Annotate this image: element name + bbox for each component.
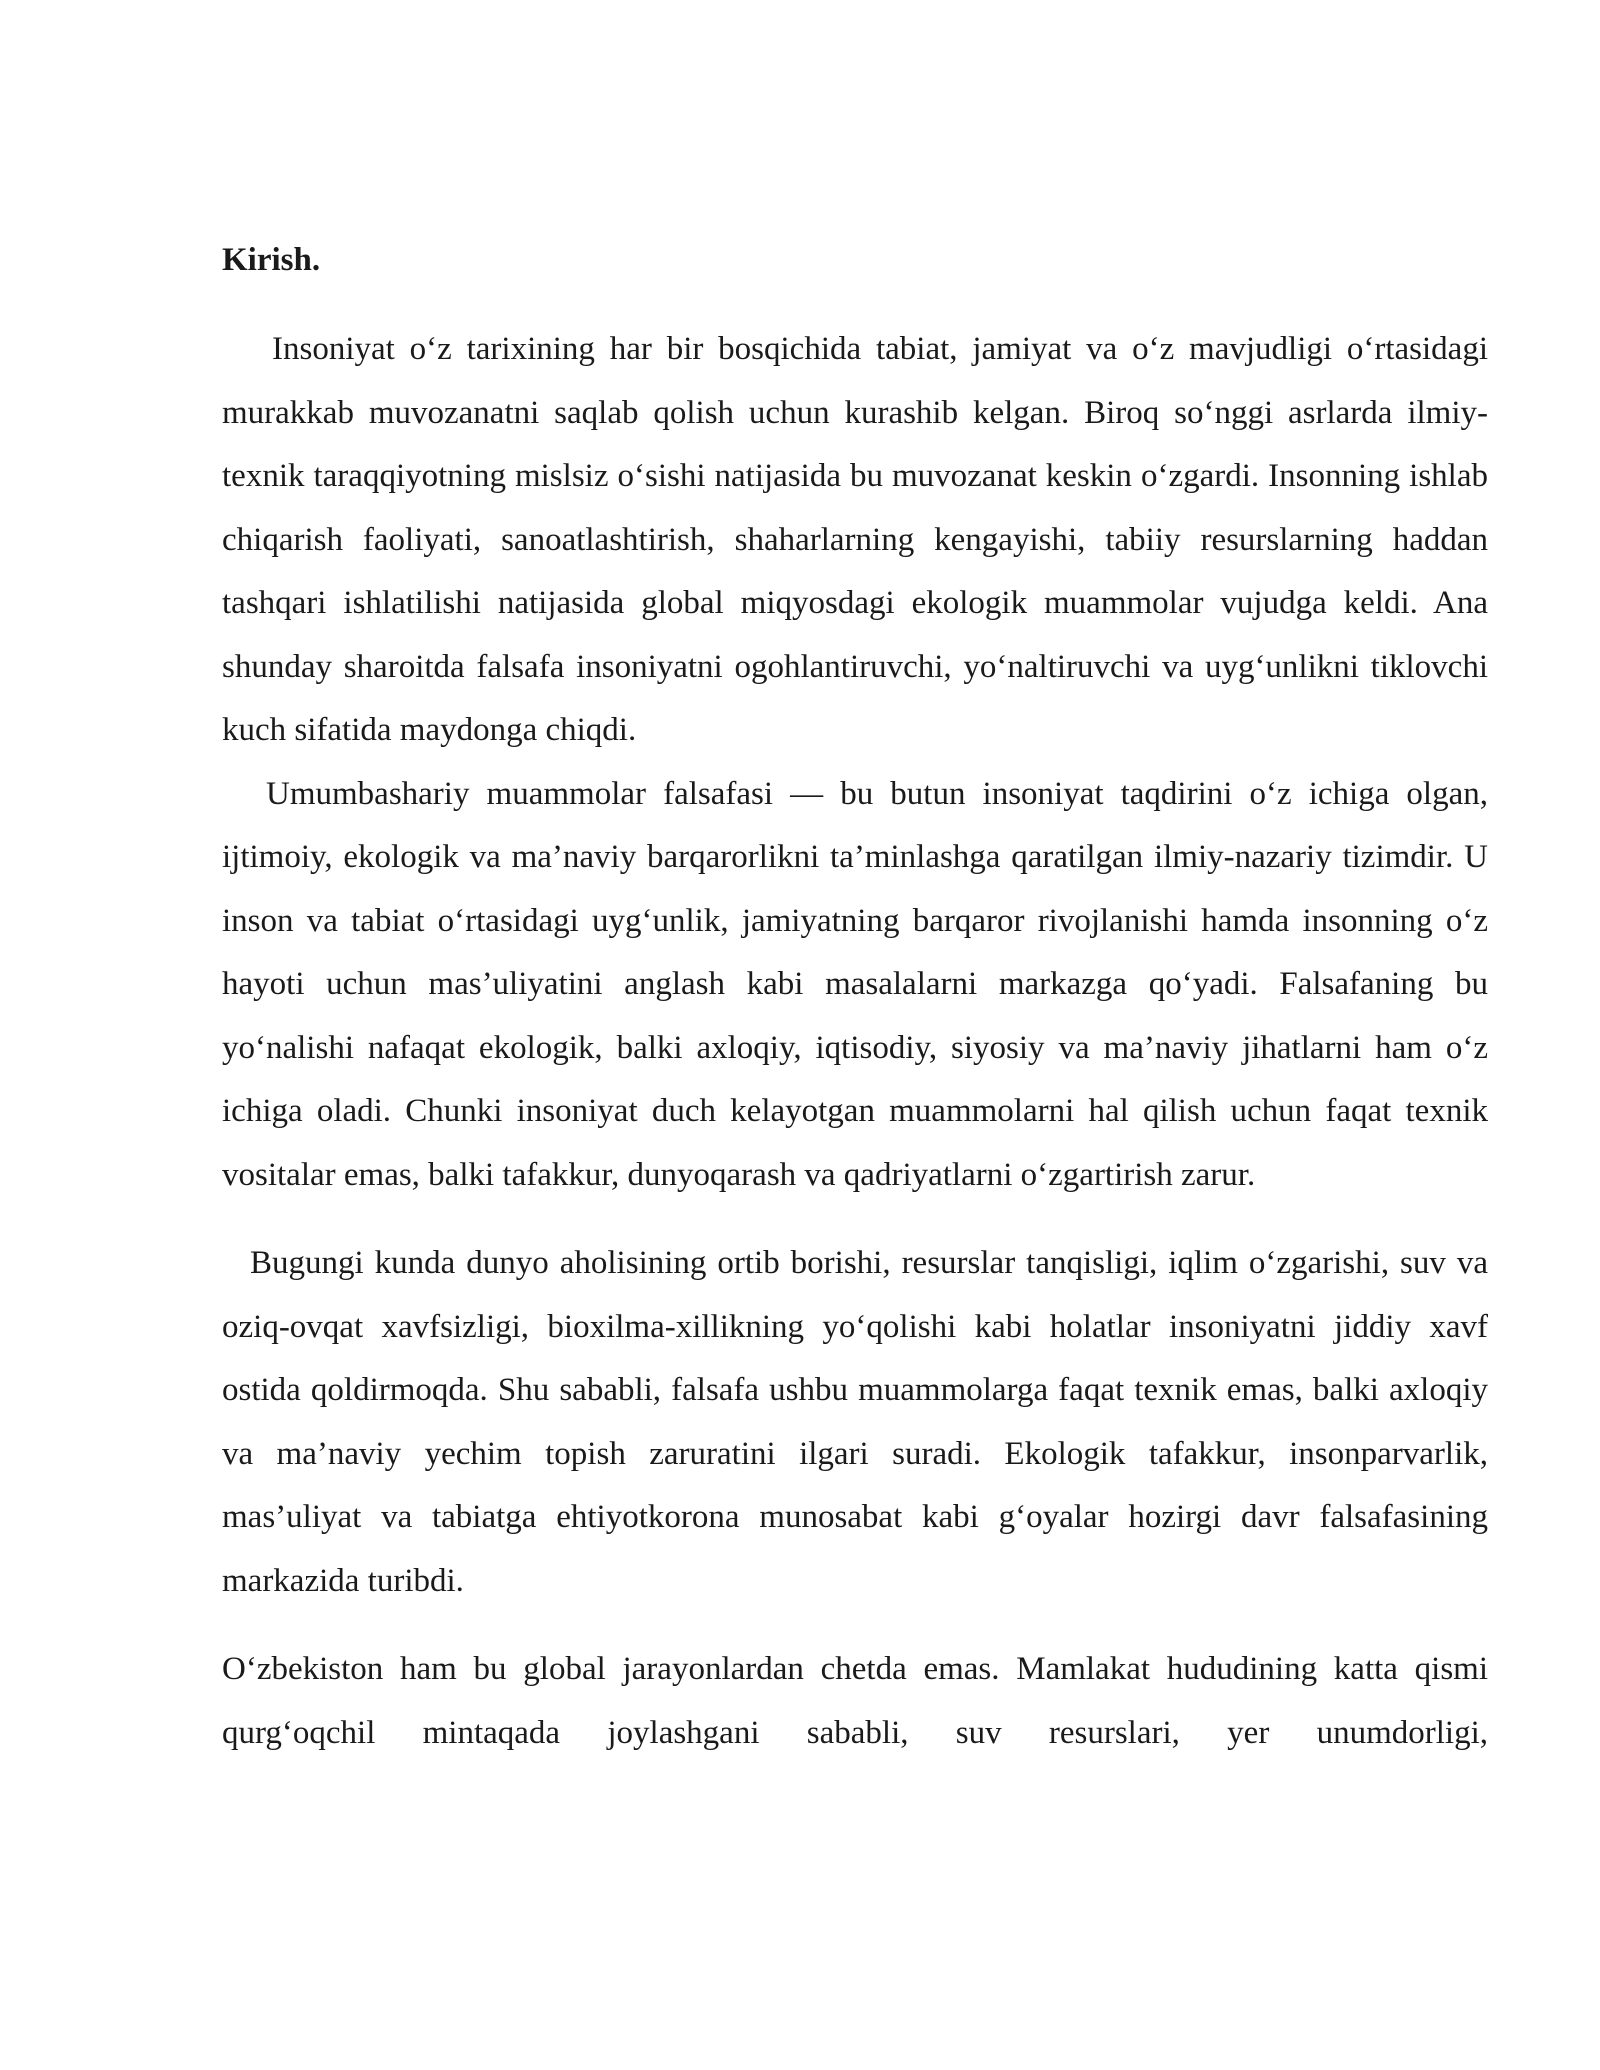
- page-content: [222, 236, 1488, 1765]
- paragraph-4: O‘zbekiston ham bu global jarayonlardan chetda emas. Mamlakat hududining katta qismi qurg‘oqchil mintaqada joylashgani sababli, suv resurslari, yer unumdorligi,: [222, 1651, 1488, 1751]
- paragraph-2: Umumbashariy muammolar falsafasi — bu butun insoniyat taqdirini o‘z ichiga olgan, ijtimoiy, ekologik va ma’naviy barqarorlikni ta’minlashga qaratilgan ilmiy-nazariy tizimdir. U inson va tabiat o‘rtasidagi uyg‘unlik, jamiyatning barqaror rivojlanishi hamda insonning o‘z hayoti uchun mas’uliyatini anglash kabi masalalarni markazga qo‘yadi. Falsafaning bu yo‘nalishi nafaqat ekologik, balki axloqiy, iqtisodiy, siyosiy va ma’naviy jihatlarni ham o‘z ichiga oladi. Chunki insoniyat duch kelayotgan muammolarni hal qilish uchun faqat texnik vositalar emas, balki tafakkur, dunyoqarash va qadriyatlarni o‘zgartirish zarur.: [222, 775, 1488, 1193]
- paragraph-1: Insoniyat o‘z tarixining har bir bosqichida tabiat, jamiyat va o‘z mavjudligi o‘rtasidagi murakkab muvozanatni saqlab qolish uchun kurashib kelgan. Biroq so‘nggi asrlarda ilmiy-texnik taraqqiyotning mislsiz o‘sishi natijasida bu muvozanat keskin o‘zgardi. Insonning ishlab chiqarish faoliyati, sanoatlashtirish, shaharlarning kengayishi, tabiiy resurslarning haddan tashqari ishlatilishi natijasida global miqyosdagi ekologik muammolar vujudga keldi. Ana shunday sharoitda falsafa insoniyatni ogohlantiruvchi, yo‘naltiruvchi va uyg‘unlikni tiklovchi kuch sifatida maydonga chiqdi.: [222, 331, 1488, 748]
- paragraph-3: Bugungi kunda dunyo aholisining ortib borishi, resurslar tanqisligi, iqlim o‘zgarishi, suv va oziq-ovqat xavfsizligi, bioxilma-xillikning yo‘qolishi kabi holatlar insoniyatni jiddiy xavf ostida qoldirmoqda. Shu sababli, falsafa ushbu muammolarga faqat texnik emas, balki axloqiy va ma’naviy yechim topish zaruratini ilgari suradi. Ekologik tafakkur, insonparvarlik, mas’uliyat va tabiatga ehtiyotkorona munosabat kabi g‘oyalar hozirgi davr falsafasining markazida turibdi.: [222, 1245, 1488, 1599]
- section-heading: Kirish.: [222, 242, 321, 278]
